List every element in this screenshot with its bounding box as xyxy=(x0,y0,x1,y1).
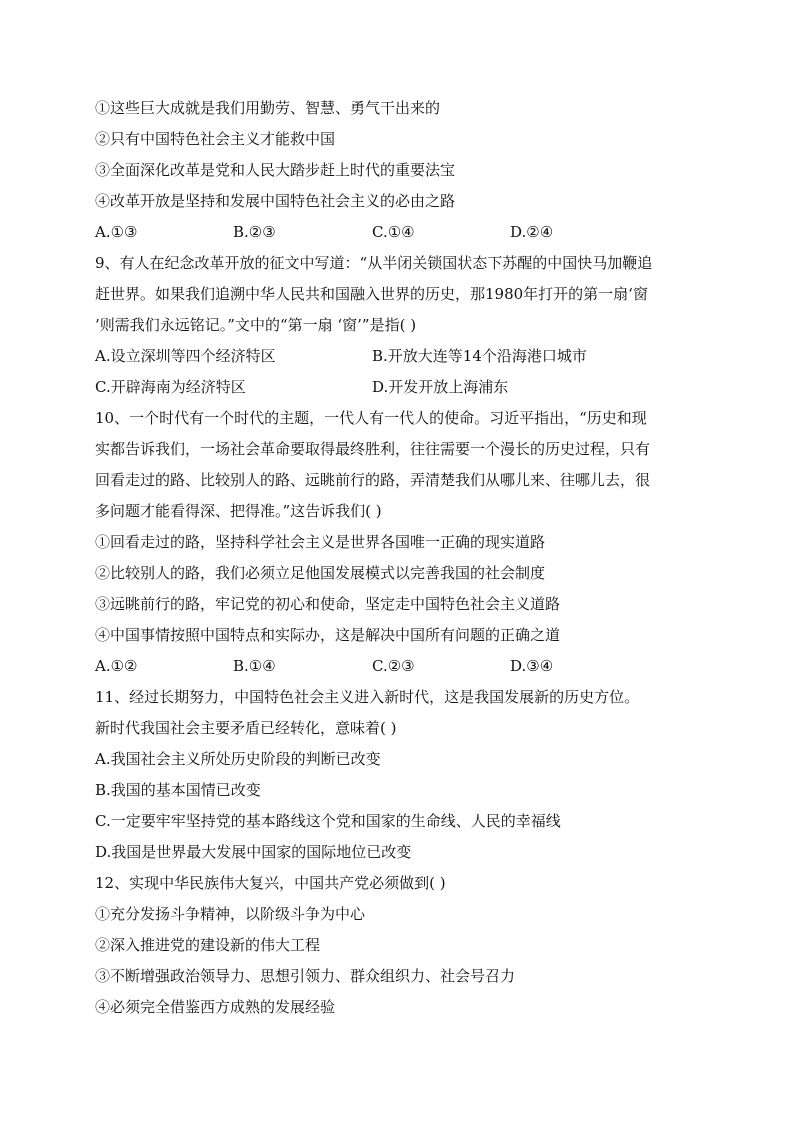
q9-option-d: D.开发开放上海浦东 xyxy=(372,378,509,396)
q11-option-a: A.我国社会主义所处历史阶段的判断已改变 xyxy=(95,750,381,768)
q12-stem-line-1: 12、实现中华民族伟大复兴，中国共产党必须做到( ) xyxy=(95,874,446,892)
q11-option-c: C.一定要牢牢坚持党的基本路线这个党和国家的生命线、人民的幸福线 xyxy=(95,812,561,830)
q10-stem-line-4: 多问题才能看得深、把得准。”这告诉我们( ) xyxy=(95,502,382,520)
q10-statement-2: ②比较别人的路，我们必须立足他国发展模式以完善我国的社会制度 xyxy=(95,564,546,582)
q10-option-c: C.②③ xyxy=(372,657,415,675)
q8-statement-3: ③全面深化改革是党和人民大踏步赶上时代的重要法宝 xyxy=(95,161,456,179)
q9-stem-line-1: 9、有人在纪念改革开放的征文中写道：“从半闭关锁国状态下苏醒的中国快马加鞭追 xyxy=(95,254,653,272)
q10-statement-4: ④中国事情按照中国特点和实际办，这是解决中国所有问题的正确之道 xyxy=(95,626,561,644)
q11-stem-line-2: 新时代我国社会主要矛盾已经转化，意味着( ) xyxy=(95,719,397,737)
q10-option-d: D.③④ xyxy=(510,657,554,675)
q8-statement-2: ②只有中国特色社会主义才能救中国 xyxy=(95,130,336,148)
q10-option-a: A.①② xyxy=(95,657,138,675)
q10-stem-line-3: 回看走过的路、比较别人的路、远眺前行的路，弄清楚我们从哪儿来、往哪儿去，很 xyxy=(95,471,651,489)
q12-statement-1: ①充分发扬斗争精神，以阶级斗争为中心 xyxy=(95,905,366,923)
q8-option-b: B.②③ xyxy=(233,223,276,241)
q11-option-b: B.我国的基本国情已改变 xyxy=(95,781,261,799)
q10-stem-line-1: 10、一个时代有一个时代的主题，一代人有一代人的使命。习近平指出，“历史和现 xyxy=(95,409,647,427)
q10-statement-3: ③远眺前行的路，牢记党的初心和使命，坚定走中国特色社会主义道路 xyxy=(95,595,561,613)
q8-option-a: A.①③ xyxy=(95,223,138,241)
q12-statement-2: ②深入推进党的建设新的伟大工程 xyxy=(95,936,321,954)
q11-option-d: D.我国是世界最大发展中国家的国际地位已改变 xyxy=(95,843,412,861)
q9-option-a: A.设立深圳等四个经济特区 xyxy=(95,347,276,365)
q10-statement-1: ①回看走过的路，坚持科学社会主义是世界各国唯一正确的现实道路 xyxy=(95,533,546,551)
q9-option-c: C.开辟海南为经济特区 xyxy=(95,378,246,396)
q10-option-b: B.①④ xyxy=(233,657,276,675)
q8-statement-1: ①这些巨大成就是我们用勤劳、智慧、勇气干出来的 xyxy=(95,99,441,117)
q9-option-b: B.开放大连等14个沿海港口城市 xyxy=(372,347,587,365)
q8-statement-4: ④改革开放是坚持和发展中国特色社会主义的必由之路 xyxy=(95,192,456,210)
q10-stem-line-2: 实都告诉我们，一场社会革命要取得最终胜利，往往需要一个漫长的历史过程，只有 xyxy=(95,440,651,458)
q12-statement-4: ④必须完全借鉴西方成熟的发展经验 xyxy=(95,998,336,1016)
q11-stem-line-1: 11、经过长期努力，中国特色社会主义进入新时代，这是我国发展新的历史方位。 xyxy=(95,688,640,706)
q12-statement-3: ③不断增强政治领导力、思想引领力、群众组织力、社会号召力 xyxy=(95,967,516,985)
q9-stem-line-3: ’则需我们永远铭记。”文中的“第一扇 ‘窗’”是指( ) xyxy=(95,316,417,334)
q8-option-d: D.②④ xyxy=(510,223,554,241)
q8-option-c: C.①④ xyxy=(372,223,415,241)
q9-stem-line-2: 赶世界。如果我们追溯中华人民共和国融入世界的历史，那1980年打开的第一扇‘窗 xyxy=(95,285,648,303)
